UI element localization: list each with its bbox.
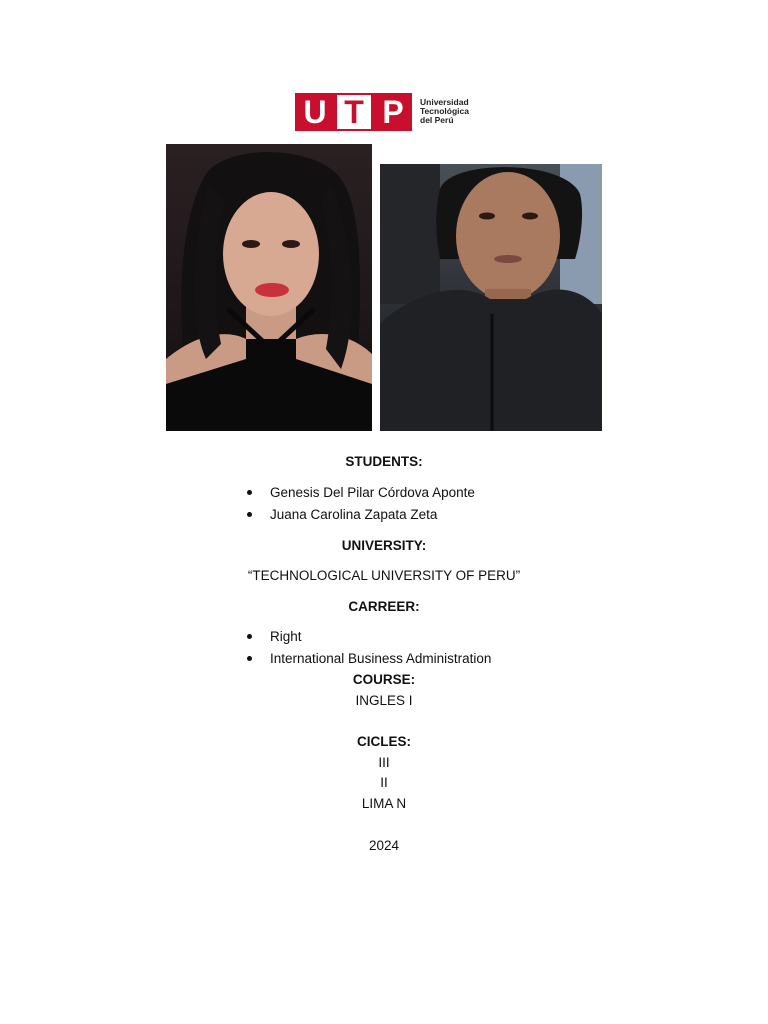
university-name: “TECHNOLOGICAL UNIVERSITY OF PERU” [247,568,521,583]
logo-letter-p: P [382,94,404,130]
university-heading: UNIVERSITY: [341,538,427,553]
students-list [245,482,475,525]
students-heading: STUDENTS: [345,454,423,469]
career-item-2: International Business Administration [245,648,491,670]
career-heading: CARREER: [348,599,420,614]
logo-text-line-1: Universidad [420,97,469,107]
cycle-value-1: III [378,755,390,770]
logo-red-block [295,93,412,131]
career-item-1: Right [245,626,491,648]
career-list [245,626,491,669]
course-name: INGLES I [355,693,413,708]
logo-text-line-3: del Perú [420,115,454,125]
logo-text-line-2: Tecnológica [420,106,469,116]
logo-text [420,98,469,125]
course-heading: COURSE: [352,672,416,687]
student-photo-2 [380,164,602,431]
student-photo-2-image [380,164,602,431]
year: 2024 [368,838,400,853]
cycle-value-2: II [380,775,388,790]
logo-letter-t: T [337,95,371,129]
student-photo-1-image [166,144,372,431]
student-name-2: Juana Carolina Zapata Zeta [245,504,475,526]
student-photo-1 [166,144,372,431]
logo-letter-u: U [303,94,327,130]
utp-logo [295,93,475,133]
location: LIMA N [361,796,407,811]
student-name-1: Genesis Del Pilar Córdova Aponte [245,482,475,504]
cycles-heading: CICLES: [357,734,411,749]
